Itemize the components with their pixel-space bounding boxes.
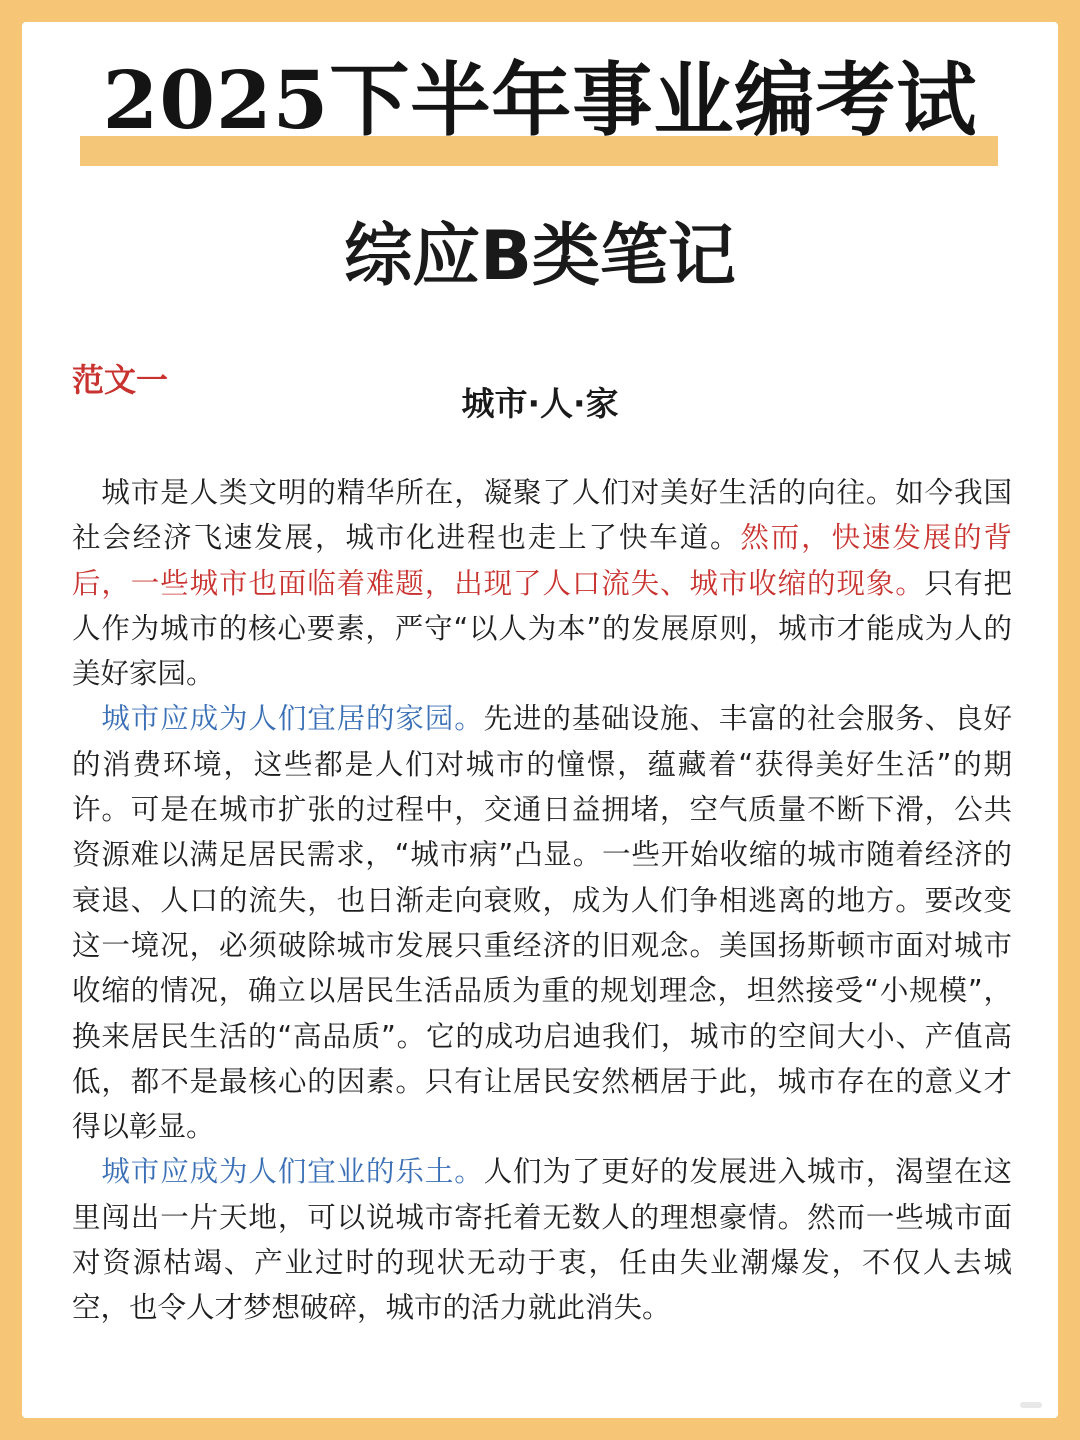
corner-mark	[1020, 1402, 1042, 1408]
page-title: 2025下半年事业编考试	[102, 53, 978, 147]
paragraph-indent	[72, 702, 101, 735]
essay-paragraph-1	[72, 470, 1012, 696]
essay-label: 范文一	[72, 361, 169, 399]
essay-body	[72, 470, 1012, 1331]
essay-title: 城市·人·家	[461, 384, 619, 423]
paragraph-text: 先进的基础设施、丰富的社会服务、良好的消费环境，这些都是人们对城市的憧憬，蕴藏着“获得美好生活”的期许。可是在城市扩张的过程中，交通日益拥堵，空气质量不断下滑，公共资源难以满足居民需求，“城市病”凸显。一些开始收缩的城市随着经济的衰退、人口的流失，也日渐走向衰败，成为人们争相逃离的地方。要改变这一境况，必须破除城市发展只重经济的旧观念。美国扬斯顿市面对城市收缩的情况，确立以居民生活品质为重的规划理念，坦然接受“小规模”，换来居民生活的“高品质”。它的成功启迪我们，城市的空间大小、产值高低，都不是最核心的因素。只有让居民安然栖居于此，城市存在的意义才得以彰显。	[72, 702, 1012, 1144]
red-highlight-text: 然而，快速发展的背后，一些城市也面临着难题，出现了人口流失、城市收缩的现象。	[72, 521, 1012, 600]
paragraph-text: 人们为了更好的发展进入城市，渴望在这里闯出一片天地，可以说城市寄托着无数人的理想豪情。然而一些城市面对资源枯竭、产业过时的现状无动于衷，任由失业潮爆发，不仅人去城空，也令人才梦想破碎，城市的活力就此消失。	[72, 1155, 1012, 1325]
blue-topic-sentence: 城市应成为人们宜居的家园。	[101, 702, 484, 736]
blue-topic-sentence: 城市应成为人们宜业的乐土。	[101, 1155, 484, 1189]
paragraph-indent	[72, 476, 101, 509]
paragraph-text: 只有把人作为城市的核心要素，严守“以人为本”的发展原则，城市才能成为人的美好家园。	[72, 566, 1012, 691]
note-page	[22, 22, 1058, 1418]
essay-paragraph-3	[72, 1149, 1012, 1330]
paragraph-text: 城市是人类文明的精华所在，凝聚了人们对美好生活的向往。如今我国社会经济飞速发展，城市化进程也走上了快车道。	[72, 476, 1012, 555]
page-subtitle: 综应B类笔记	[344, 217, 736, 296]
essay-paragraph-2	[72, 696, 1012, 1149]
paragraph-indent	[72, 1155, 101, 1188]
